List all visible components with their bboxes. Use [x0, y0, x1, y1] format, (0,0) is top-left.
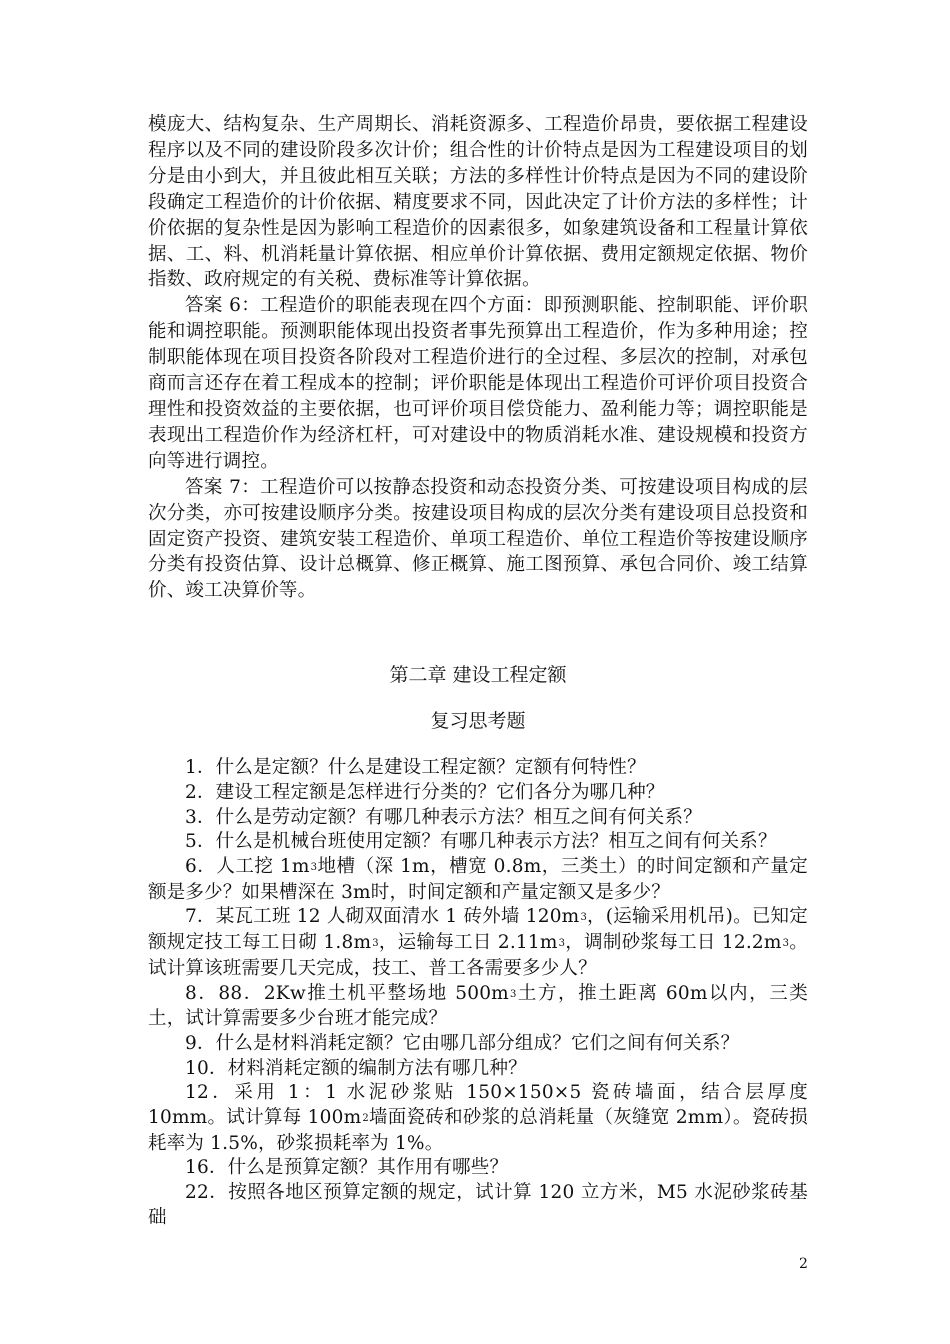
question-text: ，调制砂浆每工日 12.2m — [565, 932, 782, 954]
question-text: 7．某瓦工班 12 人砌双面清水 1 砖外墙 120m — [185, 906, 580, 928]
page-number: 2 — [799, 1256, 808, 1272]
question-text: 墙面瓷砖和砂浆的总消耗量（灰缝宽 2mm）。瓷砖损耗率为 1.5%，砂浆损耗率为 1%。 — [148, 1107, 808, 1154]
question-item — [148, 982, 808, 1032]
question-text: 8．88．2Kw推土机平整场地 500m — [185, 982, 509, 1004]
unit-exponent: 3 — [558, 938, 566, 950]
answer-6-paragraph: 答案 6：工程造价的职能表现在四个方面：即预测职能、控制职能、评价职能和调控职能。预测职能体现出投资者事先预算出工程造价，作为多种用途；控制职能体现在项目投资各阶段对工程造价进行的全过程、多层次的控制，对承包商而言还存在着工程成本的控制；评价职能是体现出工程造价可评价项目投资合理性和投资效益的主要依据，也可评价项目偿贷能力、盈利能力等；调控职能是表现出工程造价作为经济杠杆，可对建设中的物质消耗水准、建设规模和投资方向等进行调控。 — [148, 295, 808, 472]
question-item — [148, 1081, 808, 1156]
answer-continuation-paragraph: 模庞大、结构复杂、生产周期长、消耗资源多、工程造价昂贵，要依据工程建设程序以及不同的建设阶段多次计价；组合性的计价特点是因为工程建设项目的划分是由小到大，并且彼此相互关联；方法的多样性计价特点是因为不同的建设阶段确定工程造价的计价依据、精度要求不同，因此决定了计价方法的多样性；计价依据的复杂性是因为影响工程造价的因素很多，如象建筑设备和工程量计算依据、工、料、机消耗量计算依据、相应单价计算依据、费用定额规定依据、物价指数、政府规定的有关税、费标准等计算依据。 — [148, 114, 808, 291]
question-list — [148, 756, 808, 1230]
question-item: 16．什么是预算定额？其作用有哪些？ — [185, 1157, 509, 1179]
question-item: 5．什么是机械台班使用定额？有哪几种表示方法？相互之间有何关系？ — [185, 831, 777, 853]
question-item: 2．建设工程定额是怎样进行分类的？它们各分为哪几种？ — [185, 781, 665, 803]
answer-7-paragraph: 答案 7：工程造价可以按静态投资和动态投资分类、可按建设项目构成的层次分类，亦可按建设顺序分类。按建设项目构成的层次分类有建设项目总投资和固定资产投资、建筑安装工程造价、单项工程造价、单位工程造价等按建设顺序分类有投资估算、设计总概算、修正概算、施工图预算、承包合同价、竣工结算价、竣工决算价等。 — [148, 476, 808, 602]
unit-exponent: 3 — [580, 912, 587, 924]
question-item — [148, 855, 808, 905]
question-item: 9．什么是材料消耗定额？它由哪几部分组成？它们之间有何关系？ — [185, 1032, 740, 1054]
question-item: 10．材料消耗定额的编制方法有哪几种？ — [185, 1057, 527, 1079]
question-text: 地槽（深 1m，槽宽 0.8m，三类土）的时间定额和产量定额是多少？如果槽深在 3m时，时间定额和产量定额又是多少？ — [148, 856, 808, 903]
unit-exponent: 3 — [509, 988, 517, 1000]
section-subtitle: 复习思考题 — [430, 710, 526, 733]
unit-exponent: 2 — [362, 1113, 369, 1125]
question-text: 6．人工挖 1m — [185, 856, 310, 878]
chapter-title: 第二章 建设工程定额 — [389, 664, 567, 687]
question-text: 土方，推土距离 60m以内，三类土，试计算需要多少台班才能完成？ — [148, 982, 808, 1030]
question-text: 12．采用 1：1 水泥砂浆贴 150×150×5 瓷砖墙面，结合层厚度 10mm。试计算每 100m — [148, 1082, 808, 1129]
question-text: ，(运输采用机吊)。已知定额规定技工每工日砌 1.8m — [148, 906, 808, 954]
question-item: 3．什么是劳动定额？有哪几种表示方法？相互之间有何关系？ — [185, 806, 702, 828]
unit-exponent: 3 — [310, 862, 318, 874]
question-item — [148, 905, 808, 981]
question-text: 。试计算该班需要几天完成，技工、普工各需要多少人？ — [148, 932, 809, 979]
unit-exponent: 3 — [782, 938, 790, 950]
page-content — [148, 112, 808, 1231]
question-item: 22．按照各地区预算定额的规定，试计算 120 立方米，M5 水泥砂浆砖基础 — [148, 1182, 808, 1228]
unit-exponent: 3 — [372, 938, 379, 950]
question-item: 1．什么是定额？什么是建设工程定额？定额有何特性？ — [185, 757, 646, 779]
question-text: ，运输每工日 2.11m — [378, 932, 558, 954]
